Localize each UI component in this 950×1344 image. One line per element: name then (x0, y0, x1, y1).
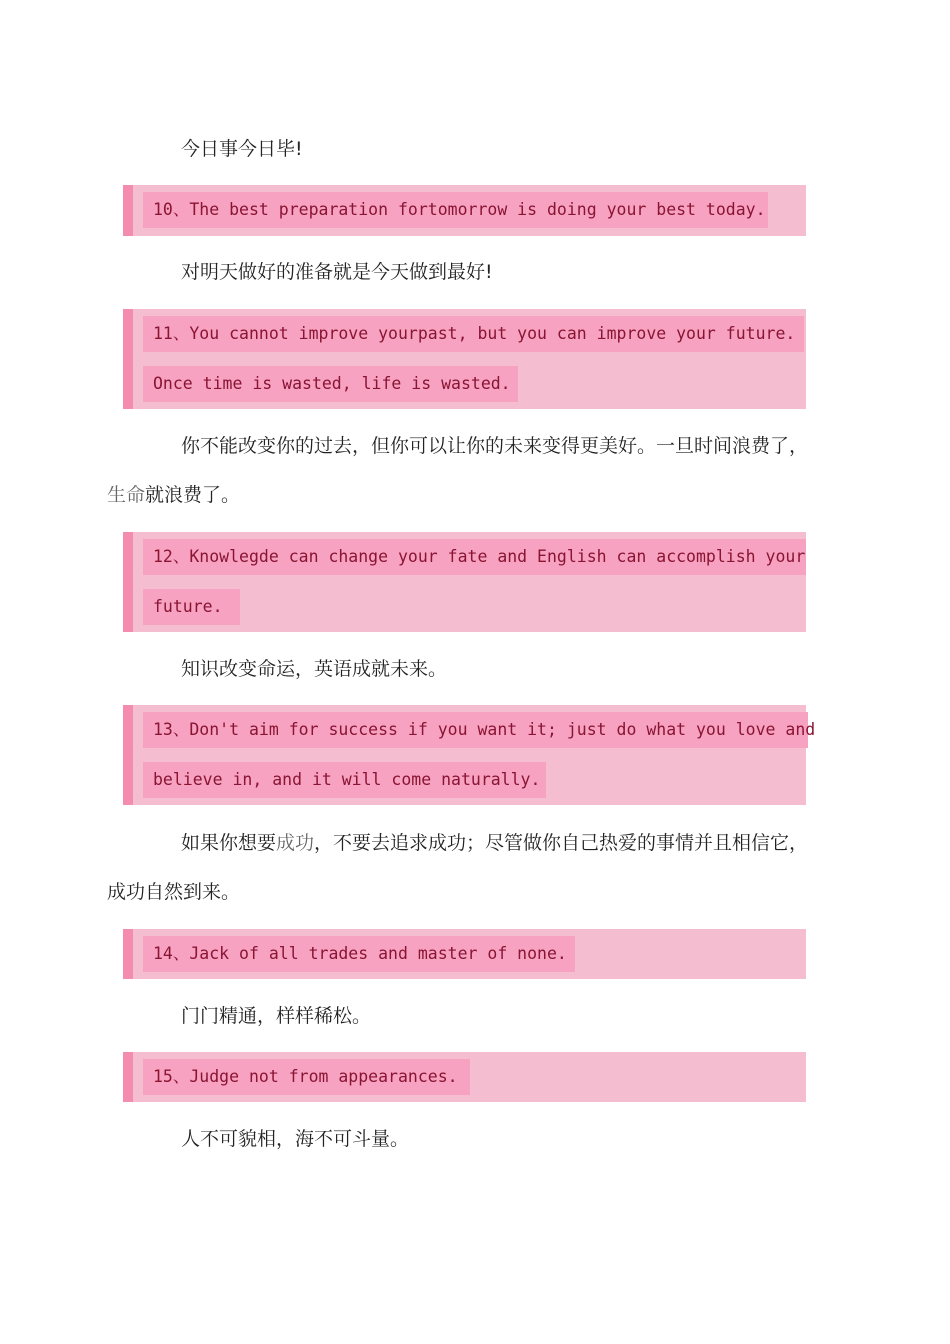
quote-line: 13、Don't aim for success if you want it; just do what you love and (143, 712, 808, 748)
quote-line: 12、Knowlegde can change your fate and English can accomplish your (143, 539, 806, 575)
quote-block (123, 532, 806, 632)
translation-line: 成功自然到来。 (107, 881, 241, 903)
translation-line: ，不要去追求成功；尽管做你自己热爱的事情并且相信它， (314, 832, 809, 854)
translation-text (107, 422, 814, 520)
translation-text (107, 819, 814, 917)
quote-block (123, 309, 806, 409)
quote-block (123, 1052, 806, 1102)
quote-line: 11、You cannot improve yourpast, but you can improve your future. (143, 316, 804, 352)
quote-line: Once time is wasted, life is wasted. (143, 366, 518, 402)
translation-text: 对明天做好的准备就是今天做到最好! (181, 261, 493, 283)
quote-line: 14、Jack of all trades and master of none. (143, 936, 575, 972)
quote-block (123, 185, 806, 236)
translation-text: 门门精通，样样稀松。 (181, 1005, 372, 1027)
quote-block (123, 929, 806, 979)
translation-line: 就浪费了。 (145, 484, 241, 506)
quote-line: 10、The best preparation fortomorrow is doing your best today. (143, 192, 768, 228)
translation-text: 今日事今日毕! (181, 138, 303, 160)
translation-text: 知识改变命运，英语成就未来。 (181, 658, 448, 680)
translation-line: 你不能改变你的过去，但你可以让你的未来变得更美好。一旦时间浪费了， (181, 435, 809, 457)
quote-line: future. (143, 589, 240, 625)
translation-gray-word: 生命 (107, 484, 146, 506)
translation-text: 人不可貌相，海不可斗量。 (181, 1128, 410, 1150)
quote-line: believe in, and it will come naturally. (143, 762, 546, 798)
quote-block (123, 705, 816, 805)
quote-line: 15、Judge not from appearances. (143, 1059, 470, 1095)
translation-line: 如果你想要 (181, 832, 277, 854)
translation-gray-word: 成功 (276, 832, 315, 854)
